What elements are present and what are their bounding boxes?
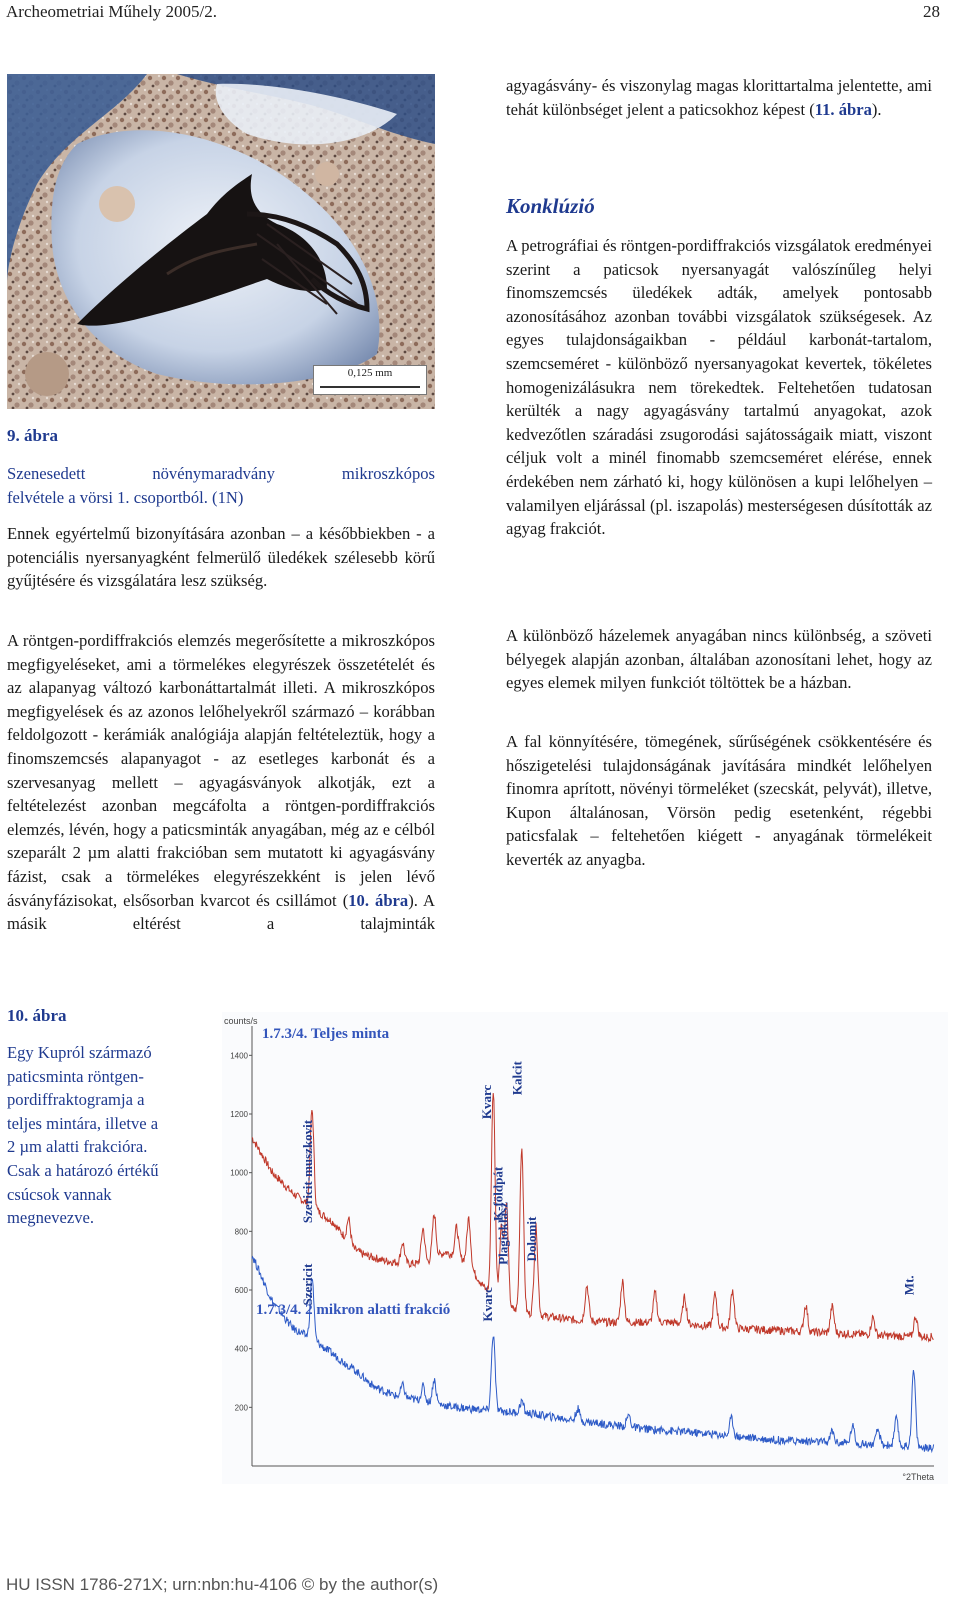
x-axis bbox=[252, 1466, 934, 1482]
left-paragraph-1: Ennek egyértelmű bizonyítására azonban – a későbbiekben - a potenciális nyersanyagként felmerülő üledékek szélesebb körű gyűjtésére és vizsgálatára lesz szükség. bbox=[7, 524, 435, 591]
section-heading-konkluzio: Konklúzió bbox=[506, 194, 595, 218]
legend-series-1: 1.7.3/4. Teljes minta bbox=[262, 1026, 390, 1042]
left-paragraph-2 bbox=[7, 629, 435, 936]
y-axis bbox=[224, 1016, 258, 1466]
peak-annotation: Kvarc bbox=[480, 1287, 496, 1322]
right-paragraph-0-tail: ). bbox=[871, 99, 882, 119]
left-paragraph-2-text: A röntgen-pordiffrakciós elemzés megerősítette a mikroszkópos megfigyeléseket, ami a törmelékes elegyrészek összetételét és az alapanyag változó karbonáttartalmát illeti. A mikroszkópos megfigyelések és az azonos lelőhelyekről származó – korábban feldolgozott - kerámiák analógiája alapján feltételeztük, hogy a finomszemcsés alapanyagot - az esetleges karbonát és a szervesanyag mellett – agyagásványok alkotják, ezt a feltételezést azonban megcáfolta a röntgen-pordiffrakciós elemzés, lévén, hogy a paticsminták anyagában, még az e célból szeparált 2 µm alatti frakcióban sem mutatott ki agyagásvány fázist, csak a törmelékes elegyrészekként is jelen lévő ásványfázisokat, elsősorban kvarcot és csillámot ( bbox=[7, 631, 435, 910]
figure-10-reference: 10. ábra bbox=[348, 890, 409, 910]
legend-layer bbox=[256, 1026, 450, 1318]
footer-issn: HU ISSN 1786-271X; urn:nbn:hu-4106 © by the author(s) bbox=[6, 1575, 439, 1594]
figure-10-caption bbox=[7, 1041, 207, 1230]
y-axis-label: counts/s bbox=[224, 1016, 258, 1026]
page-number: 28 bbox=[923, 2, 940, 21]
figure-11-reference: 11. ábra bbox=[814, 99, 872, 119]
scale-bar-label: 0,125 mm bbox=[347, 367, 393, 379]
peak-annotation: K-földpát bbox=[490, 1166, 506, 1221]
right-paragraph-3: A fal könnyítésére, tömegének, sűrűségének csökkentésére és hőszigetelési tulajdonságának javítására mindkét lelőhelyen finomra aprított, növényi törmeléket (szecskát, pelyvát), illetve, Kupon általánosan, Vörsön pedig esetenként, régebbi paticsfalak – feltehetően kiégett - anyagának törmelékeit keverték az anyagba. bbox=[506, 732, 932, 869]
legend-series-2: 1.7.3/4. 2 mikron alatti frakció bbox=[256, 1302, 451, 1318]
y-tick-label: 200 bbox=[234, 1403, 248, 1413]
figure-10-caption-line: pordiffraktogramja a bbox=[7, 1090, 145, 1110]
y-tick-label: 1000 bbox=[230, 1168, 248, 1178]
figure-10-caption-line: teljes mintára, illetve a bbox=[7, 1113, 159, 1133]
figure-10-caption-line: Egy Kupról származó bbox=[7, 1043, 152, 1062]
right-paragraph-0-text: agyagásvány- és viszonylag magas klorittartalma jelentette, ami tehát különbséget jelent a paticsokhoz képest ( bbox=[506, 76, 932, 119]
peak-annotation: Plagioklász bbox=[495, 1202, 511, 1265]
peak-annotation: Szericit-muszkovit bbox=[300, 1119, 316, 1224]
right-paragraph-0 bbox=[506, 74, 932, 121]
running-header bbox=[6, 0, 954, 24]
peak-annotation: Kalcit bbox=[509, 1061, 525, 1096]
peak-annotation: Dolomit bbox=[523, 1216, 539, 1262]
figure-10-caption-line: 2 µm alatti frakcióra. bbox=[7, 1137, 148, 1157]
annotation-layer bbox=[300, 1061, 917, 1322]
figure-10-caption-line: Csak a határozó értékű bbox=[7, 1160, 159, 1180]
figure-10-caption-line: megnevezve. bbox=[7, 1208, 95, 1228]
x-axis-label: °2Theta bbox=[902, 1472, 934, 1482]
left-paragraph-2-tail: ). A másik eltérést a talajminták bbox=[7, 890, 436, 934]
right-paragraph-2: A különböző házelemek anyagában nincs különbség, a szöveti bélyegek alapján azonban, általában azonosítani lehet, hogy az egyes elemek milyen funkciót töltöttek be a házban. bbox=[506, 626, 932, 693]
figure-10-caption-line: csúcsok vannak bbox=[7, 1184, 112, 1204]
y-tick-label: 600 bbox=[234, 1286, 248, 1295]
figure-9-micrograph bbox=[7, 74, 435, 409]
micrograph-image bbox=[7, 74, 435, 409]
peak-annotation: Kvarc bbox=[479, 1084, 495, 1120]
figure-9-caption-line2: felvétele a vörsi 1. csoportból. (1N) bbox=[7, 488, 244, 507]
series-layer bbox=[252, 1093, 934, 1452]
scale-bar bbox=[313, 365, 427, 395]
figure-10-diffractogram bbox=[222, 1012, 948, 1484]
series-line-2 bbox=[252, 1257, 934, 1452]
y-tick-label: 1400 bbox=[230, 1051, 248, 1061]
y-tick-label: 1200 bbox=[230, 1110, 248, 1119]
journal-title: Archeometriai Műhely 2005/2. bbox=[6, 2, 218, 21]
y-tick-label: 400 bbox=[234, 1344, 248, 1354]
right-paragraph-1: A petrográfiai és röntgen-pordiffrakciós vizsgálatok eredményei szerint a paticsok nyersanyagát valószínűleg helyi finomszemcsés üledékek adták, amelyek pontosabb azonosításához azonban további vizsgálatok szükségesek. Az egyes tulajdonságaikban - például karbonát-tartalom, szemcseméret - különböző nyersanyagokat kevertek, tökéletes homogenizálásukra nem törekedtek. Feltehetően tudatosan kerülték a nagy agyagásvány tartalmú anyagokat, azok kedvezőtlen száradási zsugorodási sajátosságaik miatt, viszont céljuk volt a minél finomabb szemcseméret elérése, ennek érdekében nem zárható ki, hogy különösen a kupi lelőhelyen – valamilyen eljárással (pl. iszapolás) mesterségesen dúsították az agyag frakciót. bbox=[506, 236, 932, 539]
y-tick-label: 800 bbox=[234, 1227, 248, 1237]
scale-bar-line bbox=[320, 386, 420, 388]
diffractogram-chart bbox=[222, 1012, 948, 1484]
figure-9-label: 9. ábra bbox=[7, 426, 58, 445]
peak-annotation: Mt. bbox=[901, 1275, 917, 1296]
figure-10-label: 10. ábra bbox=[7, 1006, 67, 1025]
figure-10-caption-line: paticsminta röntgen- bbox=[7, 1066, 144, 1086]
peak-annotation: Szericit bbox=[300, 1263, 316, 1306]
figure-9-caption-line1: Szenesedett növénymaradvány mikroszkópos bbox=[7, 464, 435, 483]
